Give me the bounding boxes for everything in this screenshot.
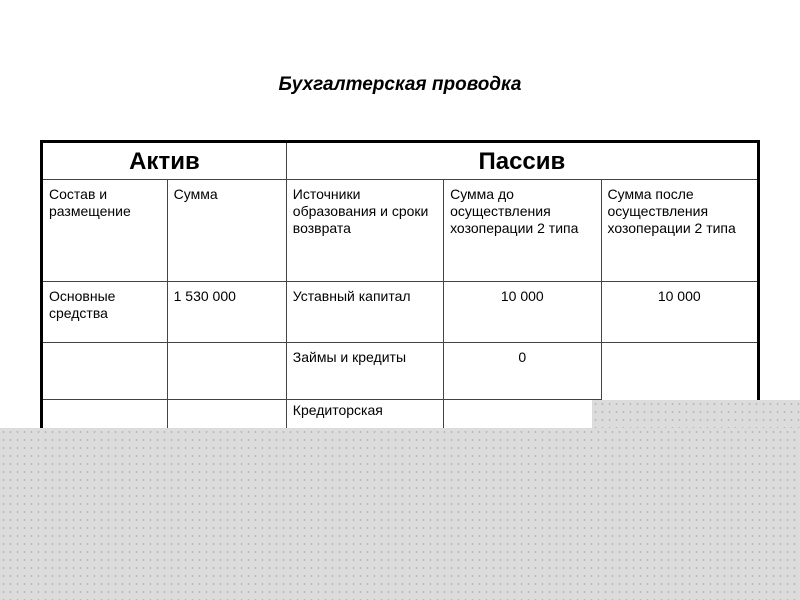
slide-title: Бухгалтерская проводка bbox=[278, 74, 522, 95]
table-cell: Основные средства bbox=[42, 282, 168, 343]
table-cell bbox=[167, 343, 286, 400]
column-header: Сумма после осуществления хозоперации 2 типа bbox=[601, 180, 758, 282]
column-header: Сумма до осуществления хозоперации 2 типа bbox=[444, 180, 601, 282]
table-cell: Займы и кредиты bbox=[286, 343, 443, 400]
gray-overlay bbox=[0, 428, 800, 600]
table-cell: 10 000 bbox=[444, 282, 601, 343]
table-cell bbox=[42, 343, 168, 400]
column-header: Источники образования и сроки возврата bbox=[286, 180, 443, 282]
table-row bbox=[42, 282, 759, 343]
table-cell: Кредиторская bbox=[286, 400, 443, 460]
header-assets: Актив bbox=[42, 142, 287, 180]
table-cell: 10 000 bbox=[601, 282, 758, 343]
table-row bbox=[42, 343, 759, 400]
header-liabilities: Пассив bbox=[286, 142, 758, 180]
group-header-row bbox=[42, 142, 759, 180]
column-header: Состав и размещение bbox=[42, 180, 168, 282]
column-header: Сумма bbox=[167, 180, 286, 282]
table-cell: 0 bbox=[444, 343, 601, 400]
table-cell: 1 530 000 bbox=[167, 282, 286, 343]
table-cell: Уставный капитал bbox=[286, 282, 443, 343]
gray-overlay bbox=[592, 400, 800, 428]
column-header-row bbox=[42, 180, 759, 282]
